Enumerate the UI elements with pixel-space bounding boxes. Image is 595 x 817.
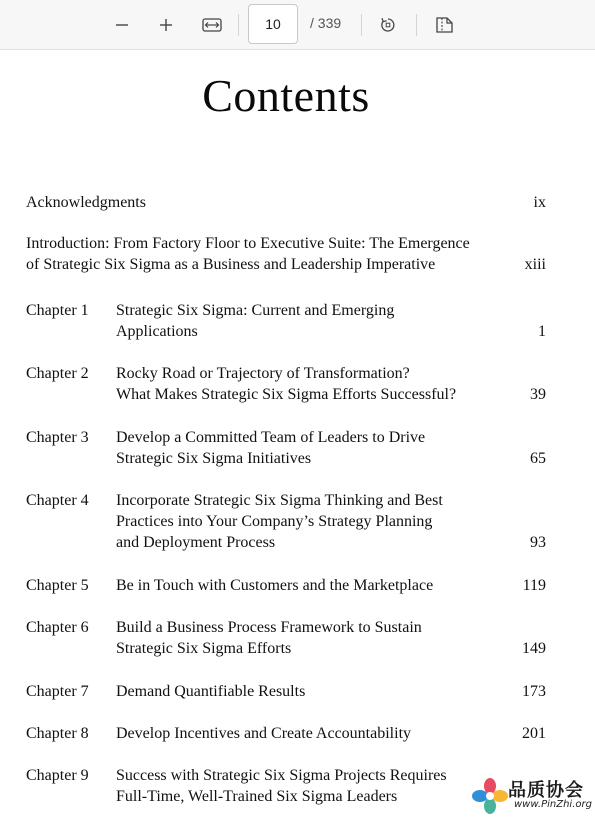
toc-chapter-label: Chapter 5: [26, 577, 89, 594]
zoom-out-button[interactable]: [107, 10, 137, 40]
toc-entry-title: Rocky Road or Trajectory of Transformation?: [116, 365, 410, 382]
toc-chapter-label: Chapter 7: [26, 683, 89, 700]
toc-chapter-label: Chapter 4: [26, 492, 89, 509]
toc-chapter-label: Chapter 3: [26, 429, 89, 446]
toc-page-number: 65: [530, 450, 546, 467]
zoom-in-button[interactable]: [151, 10, 181, 40]
toc-chapter-label: Chapter 9: [26, 767, 89, 784]
toc-entry-title: Introduction: From Factory Floor to Executive Suite: The Emergence: [26, 235, 470, 252]
watermark-logo-text: 品质协会: [508, 780, 584, 801]
toc-entry-title: Incorporate Strategic Six Sigma Thinking and Best: [116, 492, 443, 509]
toc-page-number: ix: [533, 194, 546, 211]
page-view-icon: [435, 16, 455, 34]
page-view-button[interactable]: [430, 10, 460, 40]
toc-entry-title: Acknowledgments: [26, 194, 146, 211]
rotate-icon: [379, 16, 397, 34]
toolbar-divider: [361, 14, 362, 36]
toc-page-number: 1: [538, 323, 546, 340]
minus-icon: [114, 17, 130, 33]
toc-page-number: xiii: [524, 256, 546, 273]
table-of-contents: [0, 51, 595, 817]
toc-page-number: 201: [522, 725, 546, 742]
toc-entry-title: and Deployment Process: [116, 534, 276, 551]
toolbar-divider: [416, 14, 417, 36]
page-number-input[interactable]: [248, 4, 298, 44]
toc-entry-title: Success with Strategic Six Sigma Projects Requires: [116, 767, 447, 784]
toc-entry-title: What Makes Strategic Six Sigma Efforts Successful?: [116, 386, 457, 403]
toc-chapter-label: Chapter 8: [26, 725, 89, 742]
toc-page-number: 119: [522, 577, 546, 594]
toc-chapter-label: Chapter 1: [26, 302, 89, 319]
pinzhi-watermark: [470, 776, 595, 817]
toc-entry-title: Demand Quantifiable Results: [116, 683, 306, 700]
toc-entry-title: Full-Time, Well-Trained Six Sigma Leaders: [116, 788, 398, 805]
page-total-count: / 339: [310, 15, 342, 31]
toc-entry-title: Strategic Six Sigma Efforts: [116, 640, 292, 657]
fit-width-button[interactable]: [197, 10, 227, 40]
pdf-toolbar: [0, 0, 595, 50]
watermark-url: www.PinZhi.org: [514, 799, 592, 810]
fit-width-icon: [202, 17, 222, 33]
toc-entry-title: Practices into Your Company’s Strategy Planning: [116, 513, 433, 530]
page-title: Contents: [202, 70, 370, 121]
toolbar-divider: [238, 14, 239, 36]
toc-entry-title: Build a Business Process Framework to Sustain: [116, 619, 422, 636]
toc-entry-title: of Strategic Six Sigma as a Business and Leadership Imperative: [26, 256, 436, 273]
toc-chapter-label: Chapter 2: [26, 365, 89, 382]
toc-page-number: 93: [530, 534, 546, 551]
toc-chapter-label: Chapter 6: [26, 619, 89, 636]
toc-entry-title: Strategic Six Sigma: Current and Emerging: [116, 302, 395, 319]
toc-entry-title: Develop Incentives and Create Accountability: [116, 725, 412, 742]
toc-entry-title: Develop a Committed Team of Leaders to Drive: [116, 429, 426, 446]
plus-icon: [158, 17, 174, 33]
toc-entry-title: Applications: [116, 323, 198, 340]
toc-page-number: 39: [530, 386, 546, 403]
toc-entry-title: Be in Touch with Customers and the Marketplace: [116, 577, 434, 594]
document-page: [0, 51, 595, 817]
flower-logo-icon: [470, 776, 510, 816]
rotate-button[interactable]: [373, 10, 403, 40]
toc-page-number: 173: [522, 683, 546, 700]
toc-entry-title: Strategic Six Sigma Initiatives: [116, 450, 312, 467]
toc-page-number: 149: [522, 640, 546, 657]
